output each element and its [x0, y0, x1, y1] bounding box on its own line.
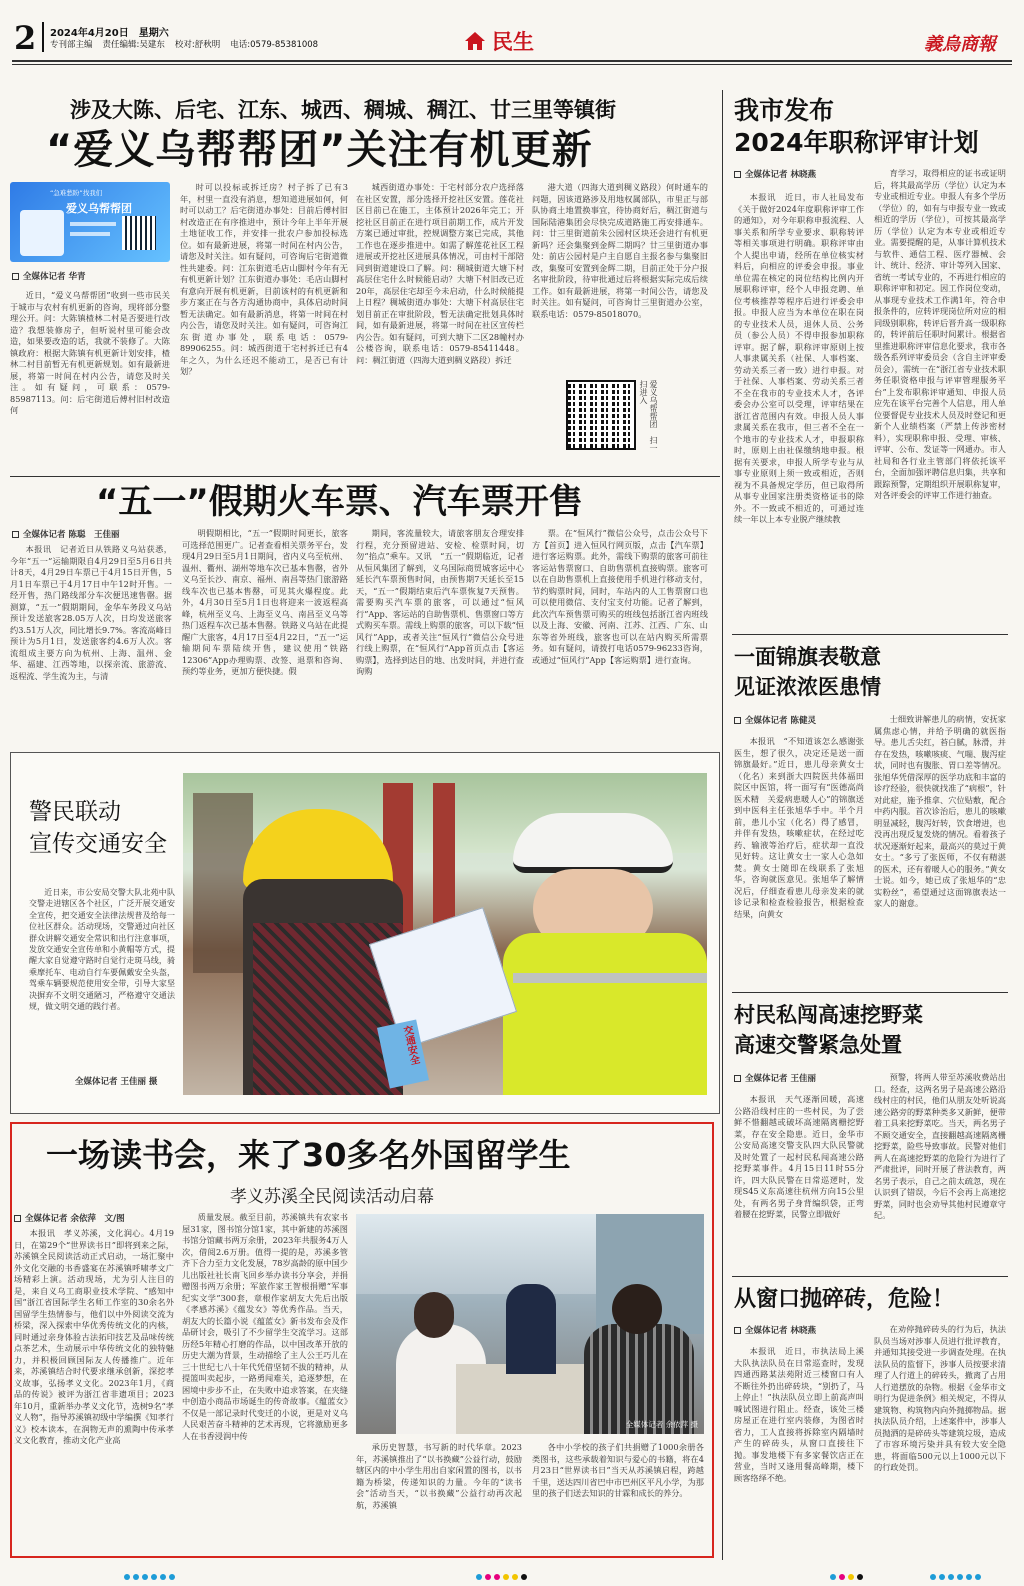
article-col-4: 港大道（四海大道到稠义路段）何时通车的问题，因该道路涉及用地权属部队，市里正与部队协商土地置换事宜，待协商好后，稠江街道与国际陆港集团会尽快完成道路施工再安排通车。问：廿三里街道前朱公园村区块还会进行有机更新吗？还会集聚到金辉二期吗？廿三里街道办事处：前店公园村是户主自愿自主报名参与集聚旧改，集聚可安置到金辉二期，目前正处于分户报名审批阶段，待审批通过后将根据实际完成后续工作。如有最新进展，将第一时间公告，请您及时关注。如有疑问，可咨询廿三里街道办公室，联系电话：0579-85018070。: [532, 182, 708, 319]
byline: 全媒体记者 华青: [12, 270, 85, 282]
article-col-2: 在劝停抛碎砖头的行为后，执法队员当场对涉事人员进行批评教育，并通知其接受进一步调查处理。在执法队员的监督下，涉事人员按要求清理了人行道上的碎砖头，撤离了占用人行道摆放的杂物。根据《金华市文明行为促进条例》相关规定，不得从建筑物、构筑物内向外抛掷物品。据执法队员介绍，上述案件中，涉事人员抛洒的是碎砖头等建筑垃圾，造成了市容环境污染并具有较大安全隐患，将面临500元以上1000元以下的行政处罚。: [874, 1324, 1006, 1472]
chief-editor: 专刊部主编: [50, 40, 93, 50]
print-registration-marks-mid: [476, 1574, 527, 1580]
bangbangtuan-badge: [10, 182, 170, 262]
article-col-1: 近日，“爱义乌帮帮团”收到一些市民关于城市与农村有机更新的咨询，现将部分整理公开。问：大陈镇楂林二村是否要进行改造？我想装修房子，但听说村里可能会改造，如果要改造的话，我就不装修了。大陈镇政府：根据大陈镇有机更新计划安排，楂林二村目前暂无有机更新规划。如有最新进展，将第一时间在村内公告，请您及时关注。如有疑问，可联系：0579-85987113。问：后宅街道后傅村旧村改造何: [10, 290, 170, 415]
photo-reading-event: [356, 1214, 704, 1434]
article-col-4: 各中小学校的孩子们共捐赠了1000余册各类图书，这些承载着知识与爱心的书籍，将在4月23日“世界读书日”当天从苏溪镇启程，跨越千里，送达四川省巴中市巴州区平凡小学，为那里的孩子们送去知识的甘霖和成长的养分。: [532, 1442, 704, 1498]
article-title-evaluation: [730, 92, 1010, 632]
officer-reflective-vest: [503, 933, 707, 1095]
article-headline-line2: 见证浓浓医患情: [734, 675, 881, 699]
masthead-rule: [12, 60, 1012, 62]
paper-logo: 義烏商報: [924, 34, 996, 55]
sidebar-divider: [722, 90, 723, 1560]
article-col-1: 本报讯 “不知道该怎么感谢张医生，想了很久，决定还是送一面锦旗最好。”近日，患儿母亲黄女士（化名）来到浙大四院医共体福田院区中医馆，将一面写有“医德高尚医术精 关爱病患暖人心”的锦旗送到中医科主任张旭华手中。半个月前，患儿小宝（化名）得了感冒，并伴有发热，咳嗽症状，在经过吃药、输液等治疗后，症状却一直没见好转。这让黄女士一家人心急如焚。黄女士随即在线联系了张旭华，咨询就医意见。张旭华了解情况后，仔细查看患儿母亲发来的就诊记录和检查检验报告，根据检查结果，向黄女: [734, 736, 864, 919]
photo-watermark: 全媒体记者 余依萍 摄: [625, 1420, 698, 1429]
article-headline-line1: 我市发布: [734, 96, 835, 125]
article-headline-line2: 宣传交通安全: [29, 831, 167, 857]
article-col-3: 期间，客流量较大，请旅客朋友合理安排行程，充分预留进站、安检、检票时间，切勿“掐点”乘车。又讯 “五一”假期临近，记者从恒风集团了解到，义乌国际商贸城客运中心延长汽车票预售时间，由预售期7天延长至15天，“五一”假期结束后汽车票恢复7天预售。需要购买汽车票的旅客，可以通过“恒风行”App、客运站的自助售票机、售票窗口等方式购买车票。需线上购票的旅客，可以下载“恒风行”App，或者关注“恒风行”微信公众号进行线上购票，在“恒风行”App首页点击【客运购票】，选择到达目的地、出发时间，并进行查询购: [356, 528, 524, 676]
print-registration-marks-left: [124, 1574, 175, 1580]
article-col-1: 本报讯 近日，市执法局上溪大队执法队员在日常巡查时，发现四通西路某法苑附近三楼窗口有人不断往外扔出碎砖块，“别扔了，马上停止！”执法队员立即上前高声叫喊试图进行阻止。经查，该处三楼房屋正在进行室内装修，为图省时省力，工人直接将拆除室内隔墙时产生的碎砖头，从窗口直接往下抛。事发地楼下有多家餐饮店正在营业，当时又逢用餐高峰期，楼下顾客络绎不绝。: [734, 1346, 864, 1483]
article-body: 近日来，市公安局交警大队北苑中队交警走进辖区各个社区，广泛开展交通安全宣传，把交通安全法律法规普及给每一位社区群众。活动现场，交警通过向社区群众讲解交通安全常识和出行注意事项，发放交通安全宣传单和小黄帽等方式，提醒大家自觉遵守路时自觉行走斑马线，骑乘摩托车、电动自行车要佩戴安全头盔，驾乘车辆要规范使用安全带，引导大家坚决摒弃不文明交通陋习，严格遵守交通法规，做文明交通的践行者。: [29, 888, 175, 1012]
student-plaid-shirt: [584, 1324, 694, 1434]
article-headline-line2: 2024年职称评审计划: [734, 128, 979, 157]
article-headline-line1: 警民联动: [29, 799, 121, 825]
article-headline: 从窗口抛碎砖，危险！: [734, 1287, 955, 1312]
article-traffic-safety: [10, 752, 720, 1114]
pamphlet-label: 交通安全: [377, 1020, 429, 1089]
divider: [10, 476, 720, 477]
article-col-2: 预警，将两人带至苏溪收费站出口。经查，这两名男子是高速公路沿线村庄的村民，他们从朋友处听说高速公路旁的野菜种类多又新鲜，便带着工具来挖野菜吃。当天，两名男子不顾交通安全，直接翻越高速隔离栅挖野菜，险些导致事故。民警对他们两人在高速挖野菜的危险行为进行了严肃批评，同时开展了普法教育，两名男子表示，自己之前太疏忽，现在认识到了错误，今后不会再上高速挖野菜，同时也会劝导其他村民遵章守纪。: [874, 1072, 1006, 1220]
article-kicker: 涉及大陈、后宅、江东、城西、稠城、稠江、廿三里等镇街: [70, 98, 616, 122]
article-headline-line1: 一面锦旗表敬意: [734, 645, 881, 669]
badge-qr-graphic: [122, 216, 156, 250]
print-registration-marks-right: [830, 1574, 863, 1580]
page-number: 2: [14, 19, 37, 57]
article-headline: “爱义乌帮帮团”关注有机更新: [46, 127, 593, 173]
article-col-1: 本报讯 记者近日从铁路义乌站获悉，今年“五一”运输期限自4月29日至5月6日共计8天，4月29日车票已于4月15日开售，5月1日车票已于4月17日中午12时开售。一经开售，热门路线部分车次便迅速售罄。据测算，“五一”假期期间，金华车务段义乌站预计发送旅客28.05万人次，日均发送旅客约3.51万人次，同比增长9.7%。客流高峰日预计为5月1日，发送旅客约4.6万人次。客流组成主要方向为杭州、上海、温州、金华、福建、江西等地，以探亲流、旅游流、返程流、学生流为主，与清: [10, 544, 172, 681]
phone: 电话:0579-85381008: [230, 40, 319, 50]
qr-code: [566, 380, 636, 450]
masthead-divider: [42, 22, 44, 52]
article-col-2: 士细致讲解患儿的病情，安抚家属焦虑心情，并给予明确的就医指导。患儿舌尖红，苔白腻，脉滑，并存在发热，咳嗽咳痰、气喘、腹泻症状，同时也有腹胀、胃口差等情况。张旭华凭借深厚的医学功底和丰富的诊疗经验，很快就找准了“病根”，针对此症，施予推拿、穴位贴敷，配合中药内服。首次诊治后，患儿的咳嗽明显减轻，腹泻好转，饮食增进，也没再出现反复发烧的情况。看着孩子状况逐渐好起来，最高兴的莫过于黄女士。“多亏了张医师，不仅有精湛的医术，还有着暖人心的服务。”黄女士说。如今，她已成了张旭华的“忠实粉丝”，希望通过这面锦旗表达一家人的谢意。: [874, 714, 1006, 908]
article-highway-vegetables: [730, 996, 1010, 1274]
article-col-1: 本报讯 天气逐渐回暖，高速公路沿线村庄的一些村民，为了尝鲜不惜翻越或破坏高速隔离栅挖野菜，存在安全隐患。近日，金华市公安局高速交警支队四大队民警就及时处置了一起村民私闯高速公路挖野菜事件。4月15日11时55分许，四大队民警在日常巡逻时，发现S45义东高速往杭州方向15公里处，有两名男子身背编织袋，正弯着腰在挖野菜，民警立即做好: [734, 1094, 864, 1219]
section-header: [464, 26, 534, 56]
article-urban-renewal: [10, 90, 720, 470]
article-col-1: 本报讯 孝义苏溪，文化润心。4月19日，在第29个“世界读书日”即将到来之际，苏溪镇全民阅读活动正式启动，一场汇聚中外文化交融的书香盛宴在苏溪镇呼啸孝文广场精彩上演。活动现场，尤为引人注目的是，来自义乌工商职业技术学院、“感知中国”浙江省国际学生名师工作室的30余名外国留学生热情参与，他们以中外阅读交流为桥梁，深入探索中华优秀传统文化的内核，同时通过亲身体验古法拓印技艺及品味传统点茶艺术，生动展示中华传统文化的独特魅力，并积极回顾国际友人传播推广。近年来，苏溪镇结合时代要求继承创新，深挖孝义故事，弘扬孝义文化。2023年1月，《商品的传说》被评为浙江省非遗项目；2023年10月，重新举办孝义文化节，选树9名“孝义人物”，指导苏溪镇初级中学编撰《知孝行义》校本读本，在润物无声的熏陶中传承孝义文化教育，推动文化产业高: [14, 1228, 174, 1445]
article-headline: “五一”假期火车票、汽车票开售: [96, 482, 583, 522]
article-reading-event: [10, 1122, 714, 1558]
badge-title: 爱义乌帮帮团: [66, 202, 132, 215]
badge-small-text: “急难愁盼”找我们: [50, 189, 103, 197]
resp-editor: 责任编辑:吴建东: [102, 40, 165, 50]
article-col-2: 时可以投标或拆迁房？村子拆了已有3年，村里一直没有消息，想知道进展如何，何时可以动工？后宅街道办事处：目前后傅村旧村改造正在有序推进中，预计今年上半年开展土地征收工作，并安排一批农户参加投标选位。如有最新进展，将第一时间在村内公告，请您及时关注。如有疑问，可咨询后宅街道微性共建委。问：江东街道毛店山脚村今年有无有机更新计划？江东街道办事处：毛店山脚村有意向开展有机更新，目前该村的有机更新和步方案正在与各方沟通协商中，具体启动时间暂无法确定。如有最新消息，将第一时间在村内公告，请您及时关注。如有疑问，可咨询江东街道办事处，联系电话：0579-89906255。问：城西街道于宅村拆迁已有4年之久，为什么还迟不能动工，是否已有计划？: [180, 182, 348, 376]
article-col-1: 本报讯 近日，市人社局发布《关于做好2024年度职称评审工作的通知》，对今年职称申报流程、人事关系和所学专业要求、职称转评等相关事项进行明确。职称评审由个人提出申请，经所在单位核实材料后，向相应的评委会申报。事业单位需在核定的岗位结构比例内开展职称评审，经个人申报竞聘、单位考核推荐等程序后进行评委会申报。申报人应当为本单位在职在岗的专业技术人员，退休人员、公务员（参公人员）不得申报参加职称评审。据了解，职称评审原则上按人事隶属关系（社保、人事档案、劳动关系三者一致）进行申报。对于社保、人事档案、劳动关系三者不全在我市的专业技术人才，各评委会办公室可以受理，评审结果在浙江省范围内有效。申报人员人事隶属关系在我市，但三者不全在一个地市的专业技术人才，申报职称时，原则上由社保缴纳地申报。根据有关要求，申报人所学专业与从事专业原则上须一致或相近，否则视为不具备规定学历，但已取得所从事专业国家注册类资格证书的除外。不一致或不相近的，可通过连续一年以上本专业脱产继续教: [734, 192, 864, 524]
badge-phone-graphic: [20, 210, 64, 256]
photo-traffic-police: [183, 773, 707, 1095]
byline: 全媒体记者 林晓燕: [734, 168, 816, 180]
article-col-4: 票。在“恒风行”微信公众号，点击公众号下方【首页】进入恒风行网页版，点击【汽车票】进行客运购票。此外，需线下购票的旅客可前往客运站售票窗口、自助售票机直接购票。旅客可以在自助售票机上直接使用手机进行移动支付，节约购票时间，同时，车站内的人工售票窗口也可以使用微信、支付宝支付功能。记者了解到，此次汽车预售票可购买的班线包括浙江省内班线以及上海、安徽、河南、江苏、江西、广东、山东等省外班线，旅客也可以在站内购买所需票务。如有疑问，请拨打电话0579-96233咨询，或通过“恒风行”App【客运购票】进行查询。: [532, 528, 708, 665]
article-headline-line2: 高速交警紧急处置: [734, 1033, 902, 1057]
photo-credit: 全媒体记者 王佳丽 摄: [75, 1077, 158, 1087]
byline: 全媒体记者 陈健灵: [734, 714, 816, 726]
officer-white-cap: [513, 813, 673, 873]
byline: 全媒体记者 林晓燕: [734, 1324, 816, 1336]
article-col-2: 质量发展。截至目前，苏溪镇共有农家书屋31家，图书馆分馆1家，其中新建的苏溪图书馆分馆藏书两万余册，2023年共服务4万人次，借阅2.6万册。值得一提的是，苏溪多管齐下合力至力文化发展，78岁高龄的原中国少儿出版社社长南飞回乡举办读书分享会，并捐赠图书两万余册；军旅作家王智根捐赠“军事纪实文学”300套，章根作家胡友大先后出版《孝感苏溪》《蕴发女》等优秀作品。当天，胡友大的长篇小说《蕴蓝女》新书发布会及作品研讨会，吸引了不少留学生交流学习。这部历经5年精心打磨的作品，以中国改革开放的历史大潮为背景，生动描绘了主人公王巧儿在三十世纪七八十年代凭借坚韧不拔的精神，从提篮叫卖起步，一路勇闯难关，追逐梦想，在困境中步步不止，在失败中追求答案，在夹缝中创造小商品市场诞生的传奇故事。《蕴蓝女》不仅是一部记录时代变迁的小说，更是对义乌人民艰苦奋斗精神的艺术再现，它将激励更多人在书香浸润中传: [182, 1212, 348, 1441]
masthead: [0, 0, 1024, 70]
article-col-3: 承历史智慧，书写新的时代华章。2023年，苏溪镇推出了“以书换藏”公益行动，鼓励辖区内的中小学生用出自家闲置的图书，以书籍为桥梁，传递知识的力量。今年的“读书会”活动当天，“以书换藏”公益行动再次起航，苏溪镇: [356, 1442, 522, 1510]
article-col-2: 育学习，取得相应的证书或证明后，将其最高学历（学位）认定为本专业或相近专业。申报人有多个学历（学位）的，如有与申报专业一致或相近的学历（学位），可按其最高学历（学位）认定为本专业或相近专业。需要提醒的是，从事计算机技术与软件、通信工程、医疗器械、会计、统计、经济、审计等列入国家、省统一考试专业的，不再进行相应的职称评审和初定。因工作岗位变动，从事现专业技术工作满1年，符合申报条件的，应转评现岗位所对应的相同级别职称，转评后晋升高一级职称的，转评前后任职时间累计。根据省里推进职称评审信息化要求，我市各级各系列评审委员会（含自主评审委员会），需统一在“浙江省专业技术职务任职资格申报与评审管理服务平台”上发布职称评审通知、申报人员应先在该平台完善个人信息，用人单位要督促专业技术人员及时登记和更新个人业绩档案（严禁上传涉密材料），实现职称申报、受理、审核、评审、公布、发证等一网通办。市人社局和各行业主管部门将依托该平台，全面加强评聘信息归集，共享和跟踪预警，定期组织开展职称复审，对各评委会的评审工作进行抽查。: [874, 168, 1006, 500]
home-icon: [464, 30, 486, 52]
article-headline: 一场读书会，来了30多名外国留学生: [46, 1136, 571, 1174]
section-name: 民生: [492, 30, 534, 54]
qr-label: 爱义乌帮帮团 扫一扫进入: [639, 380, 658, 452]
byline: 全媒体记者 余依萍 文/图: [14, 1212, 125, 1224]
article-holiday-tickets: [10, 478, 720, 742]
article-falling-bricks: [730, 1280, 1010, 1560]
article-subtitle: 孝义苏溪全民阅读活动启幕: [230, 1187, 434, 1207]
masthead-date: 2024年4月20日 星期六: [50, 28, 169, 39]
article-col-3: 城西街道办事处：于宅村部分农户选择落在社区安置，部分选择开挖社区安置。莲花社区目前已在施工，主体预计2026年完工；开挖社区目前正在进行项目前期工作，成片开发方案已通过审批，控规调整方案已完成，其他工作也在逐步推进中。如需了解莲花社区工程进展或开挖社区进展具体情况，可由村干部陪同到街道建设口了解。问：稠城街道大塘下村高层住宅什么时候能启动？大塘下村旧改已近20年，高层住宅却至今未启动，什么时候能提上日程？稠城街道办事处：大塘下村高层住宅划目前正在审批阶段，暂无法确定批划具体时间，如有最新进展，将第一时间在社区宣传栏内公告。如有疑问，可到大塘下二区28幢村办公楼咨询，联系电话：0579-85411448。问：稠江街道（四海大道到稠义路段）拆迁: [356, 182, 524, 365]
print-registration-marks-far-right: [930, 1574, 981, 1580]
article-col-2: 明假期相比，“五一”假期时间更长，旅客可选择范围更广。记者查看相关票务平台，发现4月29日至5月1日期间，省内义乌至杭州、温州、衢州、湖州等地车次已基本售罄，省外义乌至长沙、南京、福州、南昌等热门旅游路线车次也已基本售罄，可见其火爆程度。此外，4月30日至5月1日也将迎来一波返程高峰，杭州至义乌、上海至义乌、南昌至义乌等热门返程车次已基本售罄。铁路义乌站在此提醒广大旅客，4月17日至4月22日，“五一”运输期间车票陆续开售，建议使用“铁路12306”App办理购票、改签、退票和咨询、预约等业务，更加方便快捷。假: [182, 528, 348, 676]
byline: 全媒体记者 陈聪 王佳丽: [12, 528, 119, 540]
article-headline-line1: 村民私闯高速挖野菜: [734, 1003, 923, 1027]
proofreader: 校对:舒秋明: [174, 40, 221, 50]
article-banner-gratitude: [730, 638, 1010, 990]
byline: 全媒体记者 王佳丽: [734, 1072, 816, 1084]
masthead-staff: [50, 38, 318, 50]
